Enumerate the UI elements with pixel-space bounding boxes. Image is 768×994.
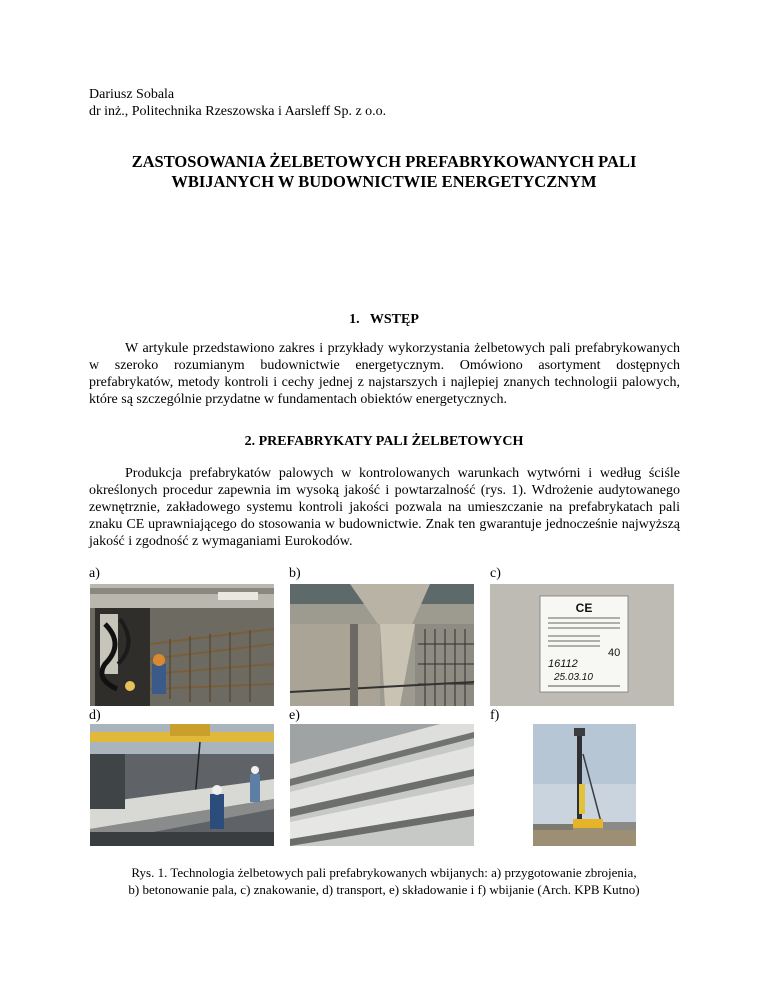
- figure-caption: [80, 864, 688, 898]
- title-line-2: WBIJANYCH W BUDOWNICTWIE ENERGETYCZNYM: [171, 172, 597, 191]
- figure-label-d: d): [89, 708, 101, 723]
- section-2-paragraph: [89, 465, 680, 550]
- photo-d-transport: [90, 724, 274, 846]
- author-name: Dariusz Sobala: [89, 87, 175, 102]
- title-line-1: ZASTOSOWANIA ŻELBETOWYCH PREFABRYKOWANYCH PALI: [131, 152, 637, 171]
- plate-handwritten-id: 16112: [548, 658, 578, 670]
- photo-a-reinforcement: [90, 584, 274, 706]
- figure-label-e: e): [289, 708, 300, 723]
- section-2-text: Produkcja prefabrykatów palowych w kontrolowanych warunkach wytwórni i według ściśle określonych procedur zapewnia im wysoką jakość i powtarzalność (rys. 1). Wdrożenie audytowanego zewnętrznie, zakładowego systemu kontroli jakości pozwala na umieszczanie na prefabrykatach pali znaku CE uprawniającego do stosowania w budownictwie. Znak ten gwarantuje jednocześnie najwyższą jakość i zgodność z wymaganiami Eurokodów.: [89, 466, 680, 549]
- author-affiliation: dr inż., Politechnika Rzeszowska i Aarsleff Sp. z o.o.: [89, 104, 387, 119]
- section-1-text: W artykule przedstawiono zakres i przykłady wykorzystania żelbetowych pali prefabrykowanych w szeroko rozumianym budownictwie energetycznym. Omówiono asortyment dostępnych prefabrykatów, metody kontroli i cechy jednej z najstarszych i najlepiej znanych technologii palowych, które są szczególnie przydatne w fundamentach obiektów energetycznych.: [89, 341, 680, 407]
- figure-label-c: c): [490, 566, 501, 581]
- ce-mark-text: CE: [575, 601, 593, 615]
- photo-b-concreting: [290, 584, 474, 706]
- photo-f-pile-driving: [533, 724, 636, 846]
- paper-title: [80, 152, 688, 192]
- section-1-heading: 1. WSTĘP: [349, 312, 419, 327]
- photo-c-marking: [490, 584, 674, 706]
- photo-e-storage: [290, 724, 474, 846]
- caption-line-1: Rys. 1. Technologia żelbetowych pali prefabrykowanych wbijanych: a) przygotowanie zbrojenia,: [131, 865, 637, 880]
- plate-handwritten-date: 25.03.10: [554, 672, 593, 683]
- author-block: [89, 86, 386, 120]
- section-2-heading: 2. PREFABRYKATY PALI ŻELBETOWYCH: [244, 434, 524, 449]
- figure-label-b: b): [289, 566, 301, 581]
- figure-label-a: a): [89, 566, 100, 581]
- caption-line-2: b) betonowanie pala, c) znakowanie, d) transport, e) składowanie i f) wbijanie (Arch. KPB Kutno): [128, 882, 640, 897]
- figure-label-f: f): [490, 708, 500, 723]
- section-1-paragraph: [89, 340, 680, 408]
- plate-number: 40: [608, 647, 621, 659]
